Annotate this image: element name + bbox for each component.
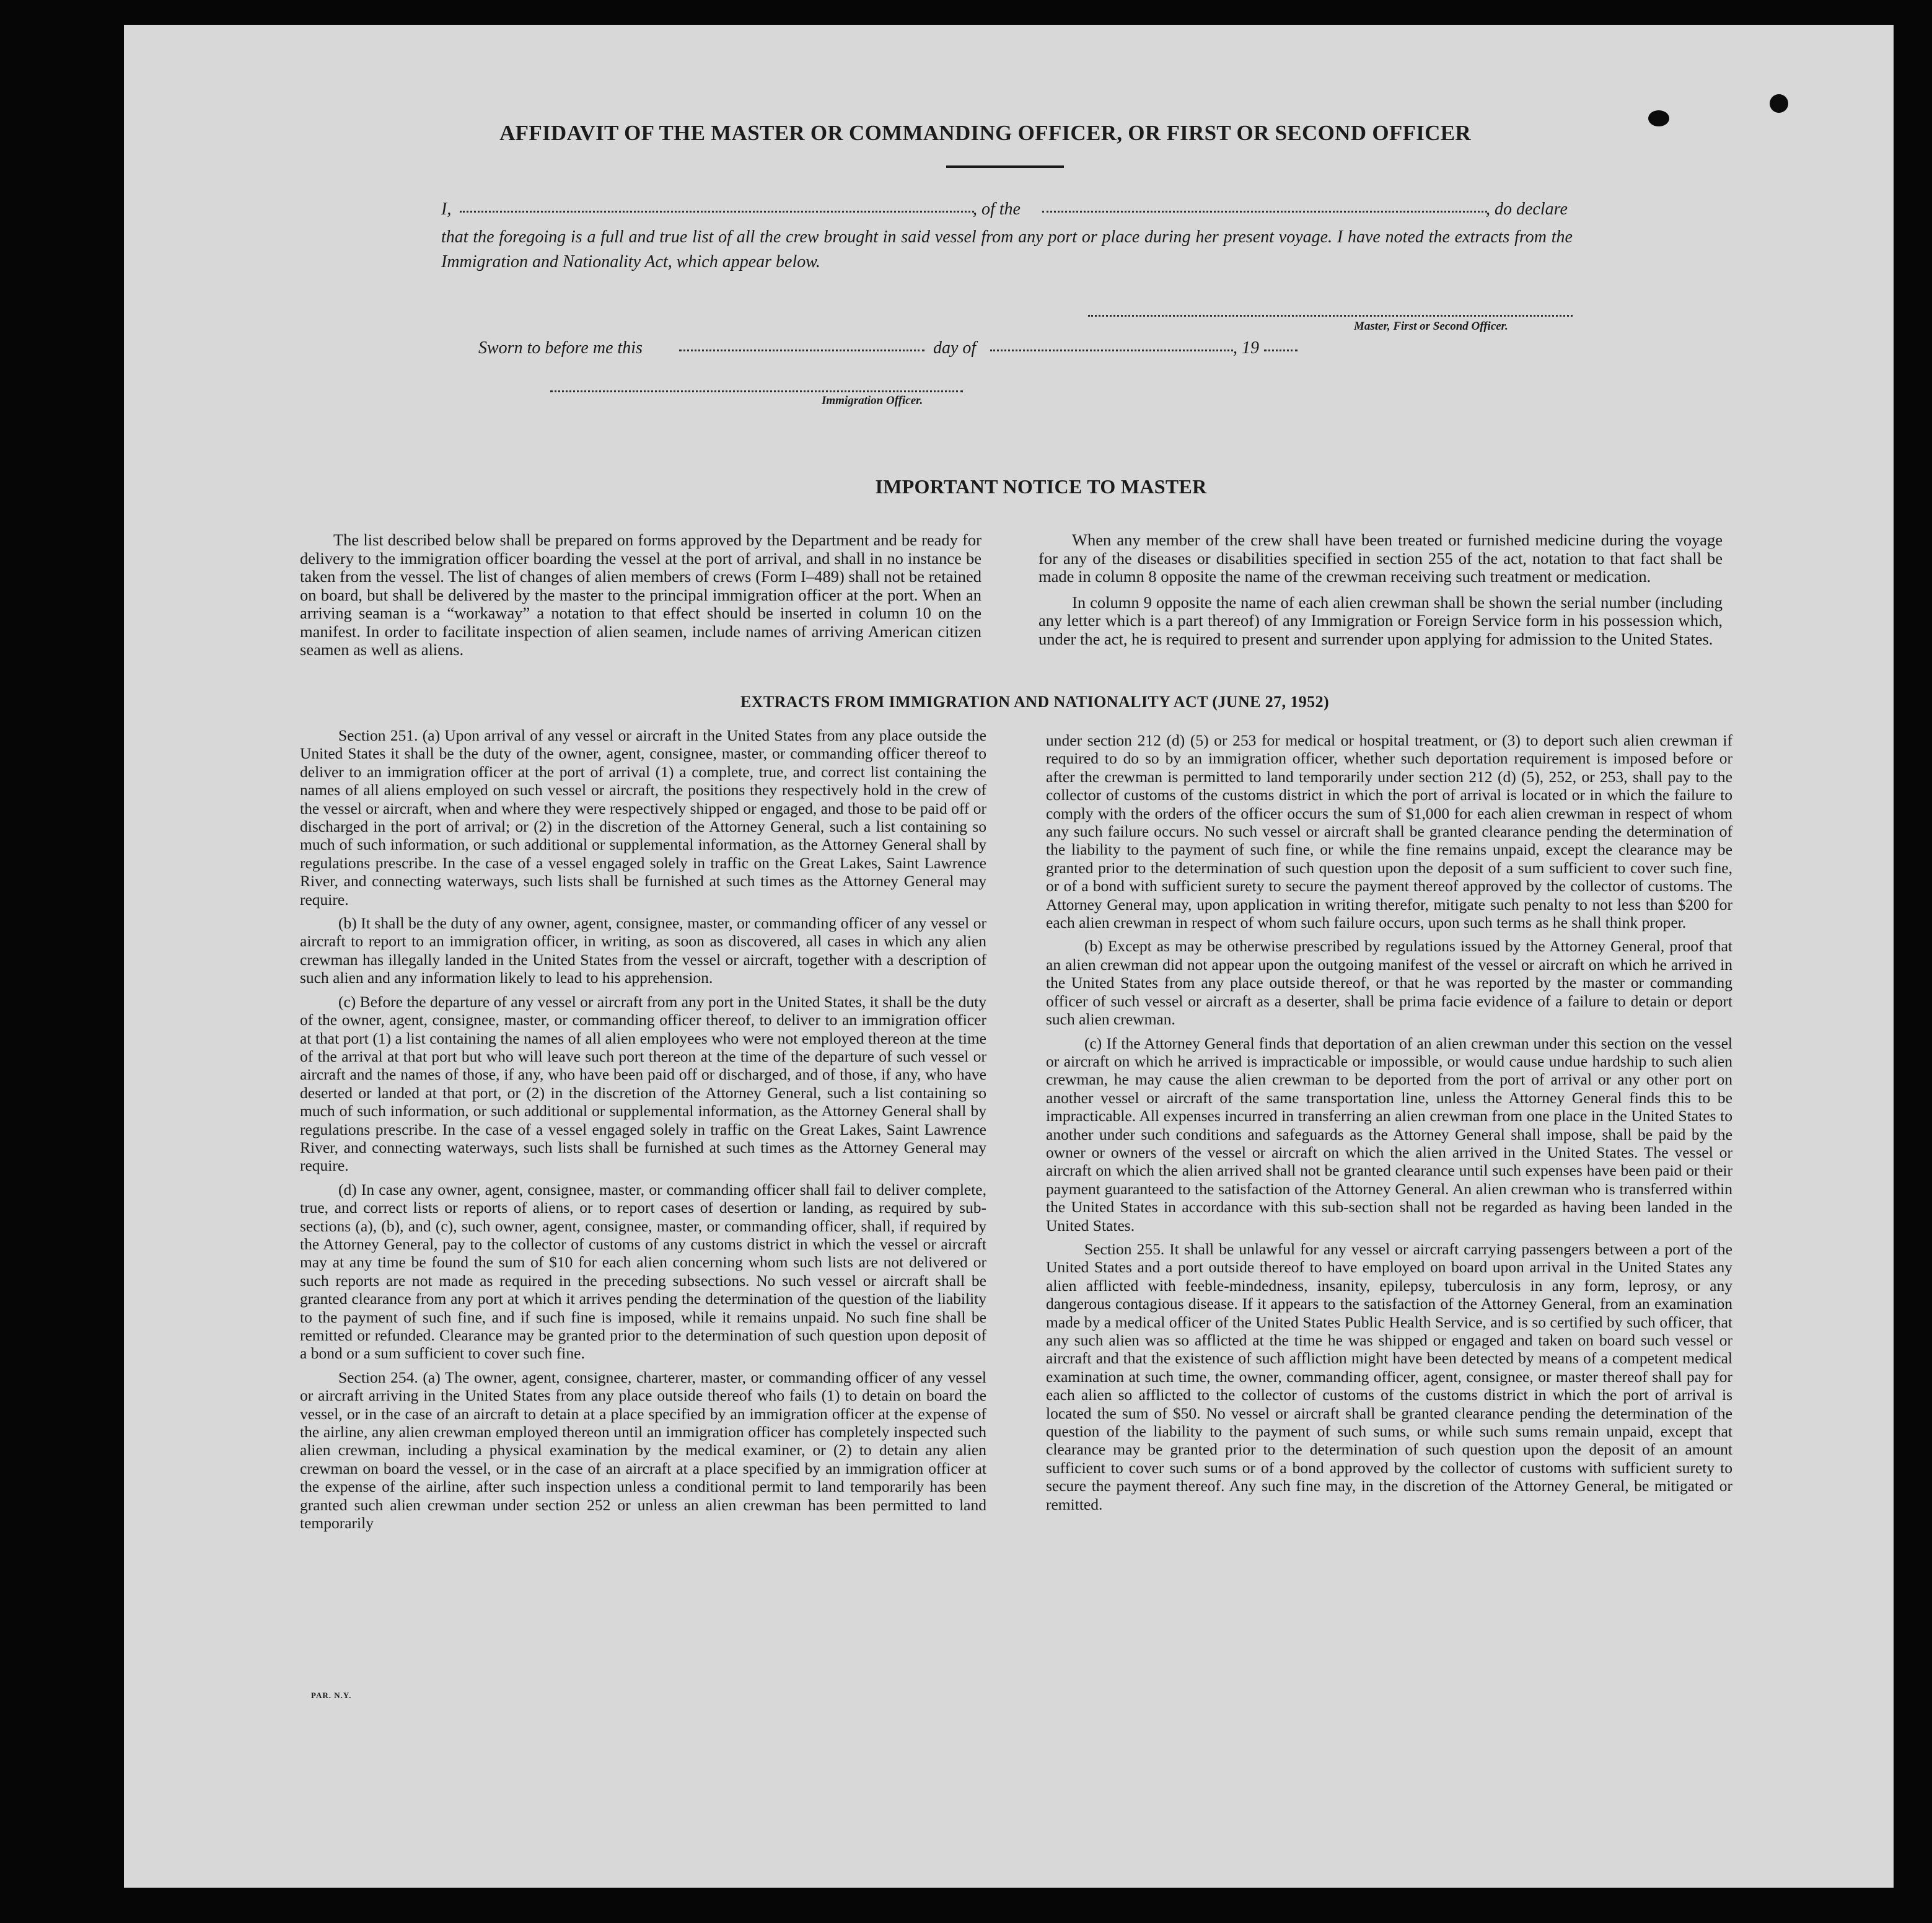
ink-blot [1648, 110, 1669, 126]
name-field[interactable] [460, 205, 974, 213]
sworn-month-field[interactable] [990, 343, 1233, 351]
officer-signature-label: Immigration Officer. [822, 394, 923, 407]
printer-mark: PAR. N.Y. [311, 1691, 352, 1700]
master-signature-label: Master, First or Second Officer. [1354, 320, 1508, 333]
of-the-label: , of the [973, 200, 1021, 219]
notice-right-column [1038, 531, 1723, 656]
declare-label: , do declare [1486, 200, 1568, 219]
master-signature-line[interactable] [1088, 309, 1573, 317]
i-label: I, [441, 200, 452, 219]
year-label: , 19 [1233, 338, 1259, 358]
statute-paragraph: (d) In case any owner, agent, consignee, master, or commanding officer shall fail to deliver complete, true, and correct lists or reports of aliens, or to report cases of desertion or landing, as required by sub-sections (a), (b), and (c), such owner, agent, consignee, master, or commanding officer, shall, if required by the Attorney General, pay to the collector of customs of any customs district in which the vessel or aircraft may at any time be found the sum of $10 for each alien concerning whom such lists are not delivered or such reports are not made as required in the preceding subsections. No such vessel or aircraft shall be granted clearance from any port at which it arrives pending the determination of the question of the liability to the payment of such fine, and if such fine is imposed, while it remains unpaid. No such fine shall be remitted or refunded. Clearance may be granted prior to the determination of such question upon deposit of a bond or a sum sufficient to cover such fine. [300, 1180, 986, 1363]
affidavit-title: AFFIDAVIT OF THE MASTER OR COMMANDING OFFICER, OR FIRST OR SECOND OFFICER [499, 121, 1471, 145]
statute-paragraph: Section 254. (a) The owner, agent, consignee, charterer, master, or commanding officer of any vessel or aircraft arriving in the United States from any place outside thereof who fails (1) to detain on board the vessel, or in the case of an aircraft to detain at a place specified by an immigration officer at the expense of the airline, any alien crewman employed thereon until an immigration officer has completely inspected such alien crewman, including a physical examination by the medical examiner, or (2) to detain any alien crewman on board the vessel, or in the case of an aircraft at a place specified by an immigration officer at the expense of the airline, after such inspection unless a conditional permit to land temporarily has been granted such alien crewman under section 252 or unless an alien crewman has been permitted to land temporarily [300, 1368, 986, 1533]
notice-left-column [300, 531, 981, 667]
extracts-left-column [300, 726, 986, 1538]
notice-paragraph: The list described below shall be prepared on forms approved by the Department and be ready for delivery to the immigration officer boarding the vessel at the port of arrival, and shall in no instance be taken from the vessel. The list of changes of alien members of crews (Form I–489) shall not be retained on board, but shall be delivered by the master to the principal immigration officer at the port. When an arriving seaman is a “workaway” a notation to that effect should be inserted in column 10 on the manifest. In order to facilitate inspection of alien seamen, include names of arriving American citizen seamen as well as aliens. [300, 530, 981, 659]
statute-paragraph: Section 255. It shall be unlawful for any vessel or aircraft carrying passengers between a port of the United States and a port outside thereof to have employed on board upon arrival in the United States any alien afflicted with feeble-mindedness, insanity, epilepsy, tuberculosis in any form, leprosy, or any dangerous contagious disease. If it appears to the satisfaction of the Attorney General, from an examination made by a medical officer of the United States Public Health Service, and is so certified by such officer, that any such alien was so afflicted at the time he was shipped or engaged and taken on board such vessel or aircraft and that the existence of such affliction might have been detected by means of a competent medical examination at such time, the owner, commanding officer, agent, consignee, or master thereof shall pay for each alien so afflicted to the collector of customs of the customs district in which the port of arrival is located the sum of $50. No vessel or aircraft shall be granted clearance pending the determination of the question of the liability to the payment of such sums, or while such sums remain unpaid, except that clearance may be granted prior to the determination of such question upon the deposit of an amount sufficient to cover such sums or of a bond approved by the collector of customs with sufficient surety to secure the payment thereof. Any such fine may, in the discretion of the Attorney General, be mitigated or remitted. [1046, 1239, 1732, 1513]
notice-paragraph: In column 9 opposite the name of each alien crewman shall be shown the serial number (including any letter which is a part thereof) of any Immigration or Foreign Service form in his possession which, under the act, he is required to present and surrender upon applying for admission to the United States. [1038, 592, 1723, 648]
sworn-label: Sworn to before me this [478, 338, 643, 358]
extracts-right-column [1046, 731, 1732, 1519]
notice-title: IMPORTANT NOTICE TO MASTER [875, 475, 1207, 498]
vessel-field[interactable] [1042, 205, 1487, 213]
statute-paragraph: (b) It shall be the duty of any owner, agent, consignee, master, or commanding officer of any vessel or aircraft to report to an immigration officer, in writing, as soon as discovered, all cases in which any alien crewman has illegally landed in the United States from the vessel or aircraft, together with a description of such alien and any information likely to lead to his apprehension. [300, 914, 986, 987]
title-underline [946, 165, 1064, 168]
declaration-text: that the foregoing is a full and true list of all the crew brought in said vessel from any port or place during her present voyage. I have noted the extracts from the Immigration and Nationality Act, which appear below. [441, 227, 1573, 271]
sworn-day-field[interactable] [679, 343, 924, 351]
ink-blot [1770, 94, 1788, 113]
sworn-year-field[interactable] [1264, 343, 1298, 351]
statute-paragraph: (b) Except as may be otherwise prescribed by regulations issued by the Attorney General, proof that an alien crewman did not appear upon the outgoing manifest of the vessel or aircraft on which he arrived in the United States from any place outside thereof, or that he was reported by the master or commanding officer of such vessel or aircraft as a deserter, shall be prima facie evidence of a failure to detain or deport such alien crewman. [1046, 937, 1732, 1029]
statute-paragraph: under section 212 (d) (5) or 253 for medical or hospital treatment, or (3) to deport such alien crewman if required to do so by an immigration officer, whether such deportation requirement is imposed before or after the crewman is permitted to land temporarily under section 212 (d) (5), 252, or 253, shall pay to the collector of customs of the customs district in which the port of arrival is located or in which the failure to comply with the orders of the officer occurs the sum of $1,000 for each alien crewman in respect of whom any such failure occurs. No such vessel or aircraft shall be granted clearance pending the determination of the liability to the payment of such fine, or while the fine remains unpaid, except the clearance may be granted prior to the determination of such question upon the deposit of a sum sufficient to cover such fine, or of a bond with sufficient surety to secure the payment thereof approved by the collector of customs. The Attorney General may, upon application in writing therefor, mitigate such penalty to not less than $200 for each alien crewman in respect of whom such failure occurs, upon such terms as he shall think proper. [1046, 731, 1732, 932]
statute-paragraph: Section 251. (a) Upon arrival of any vessel or aircraft in the United States from any place outside the United States it shall be the duty of the owner, agent, consignee, master, or commanding officer thereof to deliver to an immigration officer at the port of arrival (1) a complete, true, and correct list containing the names of all aliens employed on such vessel or aircraft, the positions they respectively hold in the crew of the vessel or aircraft, when and where they were respectively shipped or engaged, and those to be paid off or discharged in the port of arrival; or (2) in the discretion of the Attorney General, such a list containing so much of such information, or such additional or supplemental information, as the Attorney General shall by regulations prescribe. In the case of a vessel engaged solely in traffic on the Great Lakes, Saint Lawrence River, and connecting waterways, such lists shall be furnished at such times as the Attorney General may require. [300, 726, 986, 909]
statute-paragraph: (c) If the Attorney General finds that deportation of an alien crewman under this section on the vessel or aircraft on which he arrived is impracticable or impossible, or would cause undue hardship to such alien crewman, he may cause the alien crewman to be deported from the port of arrival or any other port on another vessel or aircraft of the same transportation line, unless the Attorney General finds this to be impracticable. All expenses incurred in transferring an alien crewman from one place in the United States to another under such conditions and safeguards as the Attorney General shall impose, shall be paid by the owner or owners of the vessel or aircraft on which the alien arrived in the United States. The vessel or aircraft on which the alien arrived shall not be granted clearance until such expenses have been paid or their payment guaranteed to the satisfaction of the Attorney General. An alien crewman who is transferred within the United States in accordance with this sub-section shall not be regarded as having been landed in the United States. [1046, 1034, 1732, 1234]
extracts-title: EXTRACTS FROM IMMIGRATION AND NATIONALITY ACT (JUNE 27, 1952) [740, 693, 1330, 711]
notice-paragraph: When any member of the crew shall have been treated or furnished medicine during the voyage for any of the diseases or disabilities specified in section 255 of the act, notation to that fact shall be made in column 8 opposite the name of the crewman receiving such treatment or medication. [1038, 530, 1723, 586]
officer-signature-line[interactable] [550, 384, 963, 392]
statute-paragraph: (c) Before the departure of any vessel or aircraft from any port in the United States, it shall be the duty of the owner, agent, consignee, master, or commanding officer thereof, to deliver to an immigration officer at that port (1) a list containing the names of all alien employees who were not employed thereon at the time of the arrival at that port but who will leave such port thereon at the time of the departure of such vessel or aircraft and the names of those, if any, who have been paid off or discharged, and of those, if any, who have deserted or landed at that port, or (2) in the discretion of the Attorney General, such a list containing so much of such information, or such additional or supplemental information, as the Attorney General shall by regulations prescribe. In the case of a vessel engaged solely in traffic on the Great Lakes, Saint Lawrence River, and connecting waterways, such lists shall be furnished at such times as the Attorney General may require. [300, 992, 986, 1175]
day-of-label: day of [933, 338, 977, 358]
